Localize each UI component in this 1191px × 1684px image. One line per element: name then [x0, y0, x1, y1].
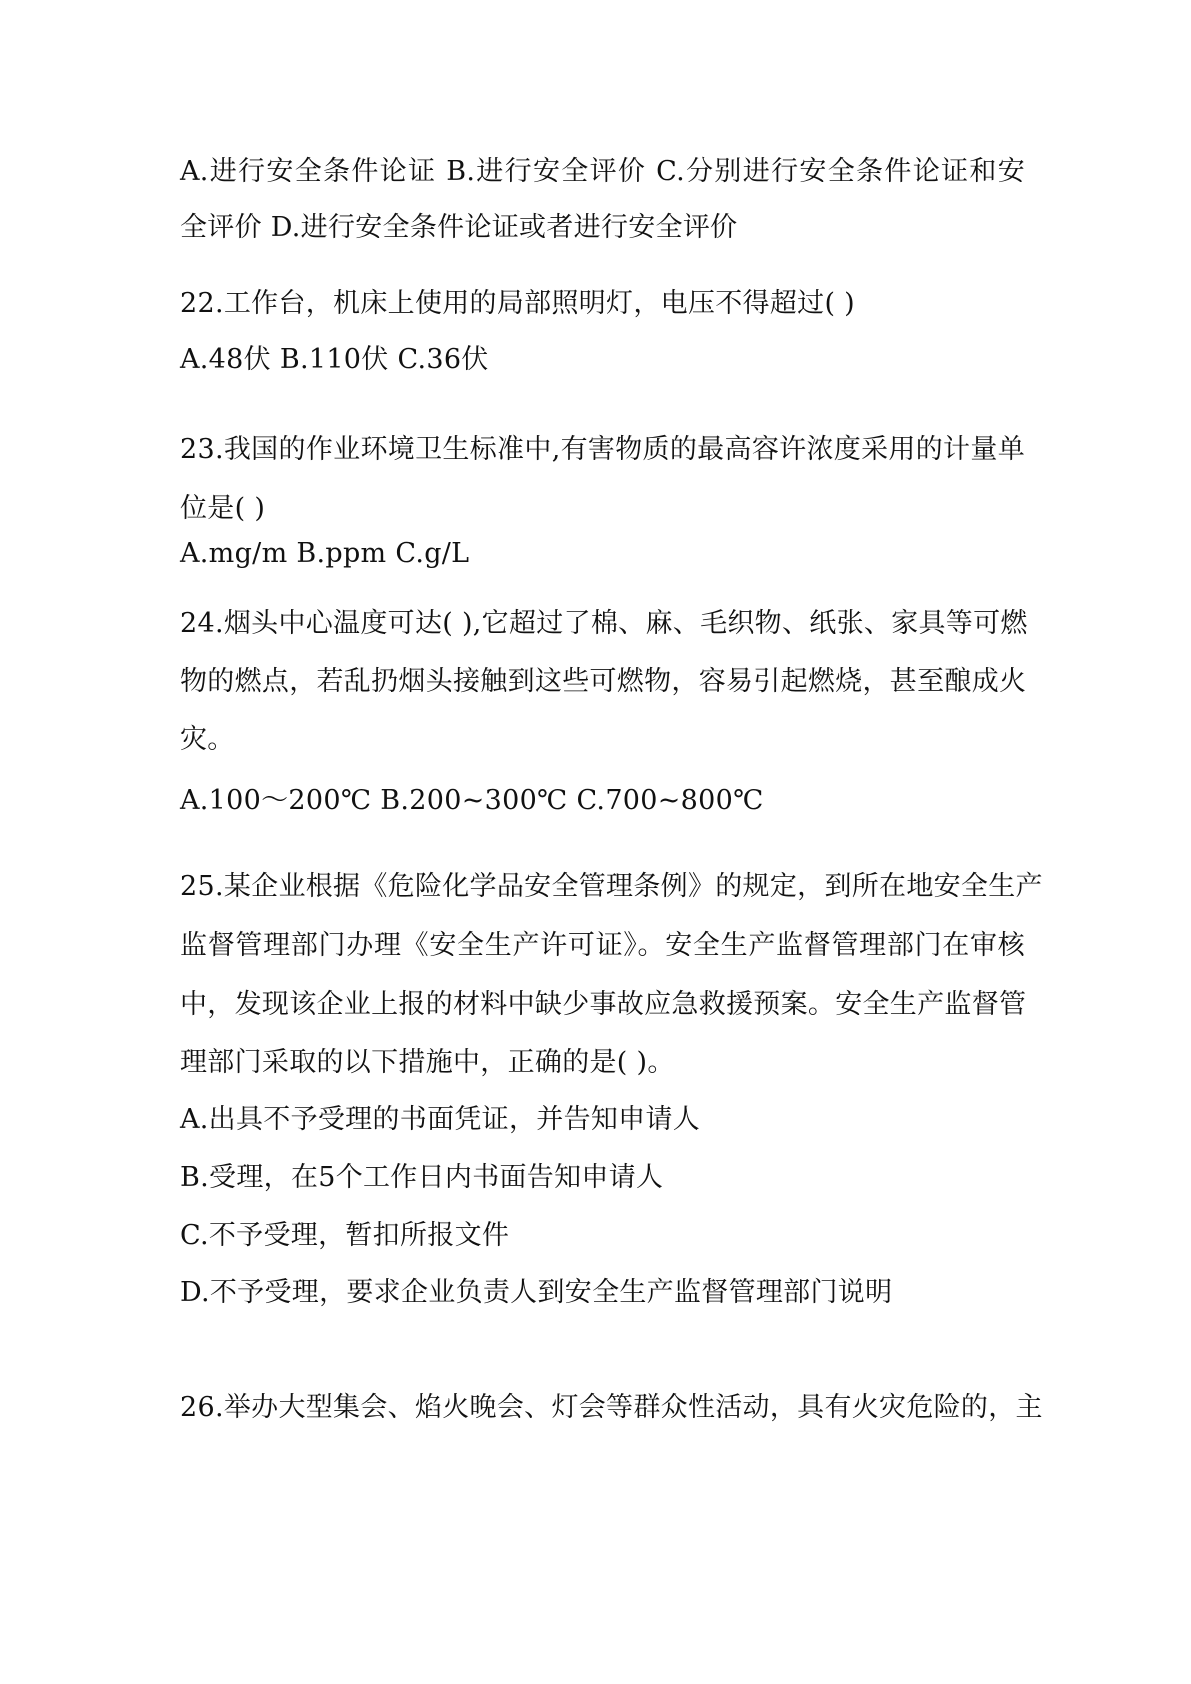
q25-option-c: C.不予受理，暂扣所报文件 — [180, 1220, 510, 1251]
q23-question-line-2: 位是( ) — [180, 493, 266, 524]
q25-option-a: A.出具不予受理的书面凭证，并告知申请人 — [180, 1104, 701, 1135]
q23-question-line-1: 23.我国的作业环境卫生标准中,有害物质的最高容许浓度采用的计量单 — [180, 434, 1025, 465]
q26-question-line-1: 26.举办大型集会、焰火晚会、灯会等群众性活动，具有火灾危险的，主 — [180, 1392, 1043, 1423]
q24-question-line-1: 24.烟头中心温度可达( ),它超过了棉、麻、毛织物、纸张、家具等可燃 — [180, 608, 1028, 639]
q24-question-line-3: 灾。 — [180, 724, 235, 755]
q25-question-line-4: 理部门采取的以下措施中，正确的是( )。 — [180, 1047, 675, 1078]
q24-options: A.100～200℃ B.200~300℃ C.700~800℃ — [180, 785, 764, 816]
q25-question-line-2: 监督管理部门办理《安全生产许可证》。安全生产监督管理部门在审核 — [180, 930, 1025, 961]
q24-question-line-2: 物的燃点，若乱扔烟头接触到这些可燃物，容易引起燃烧，甚至酿成火 — [180, 666, 1027, 697]
q23-options: A.mg/m B.ppm C.g/L — [180, 538, 470, 569]
q25-option-b: B.受理，在5个工作日内书面告知申请人 — [180, 1162, 664, 1193]
q25-question-line-3: 中，发现该企业上报的材料中缺少事故应急救援预案。安全生产监督管 — [180, 989, 1027, 1020]
q25-question-line-1: 25.某企业根据《危险化学品安全管理条例》的规定，到所在地安全生产 — [180, 871, 1043, 902]
q22-question: 22.工作台，机床上使用的局部照明灯，电压不得超过( ) — [180, 288, 855, 319]
q25-option-d: D.不予受理，要求企业负责人到安全生产监督管理部门说明 — [180, 1277, 893, 1308]
q21-options-line-2: 全评价 D.进行安全条件论证或者进行安全评价 — [180, 212, 738, 243]
q21-options-line-1: A.进行安全条件论证 B.进行安全评价 C.分别进行安全条件论证和安 — [180, 156, 1025, 187]
q22-options: A.48伏 B.110伏 C.36伏 — [180, 344, 489, 375]
